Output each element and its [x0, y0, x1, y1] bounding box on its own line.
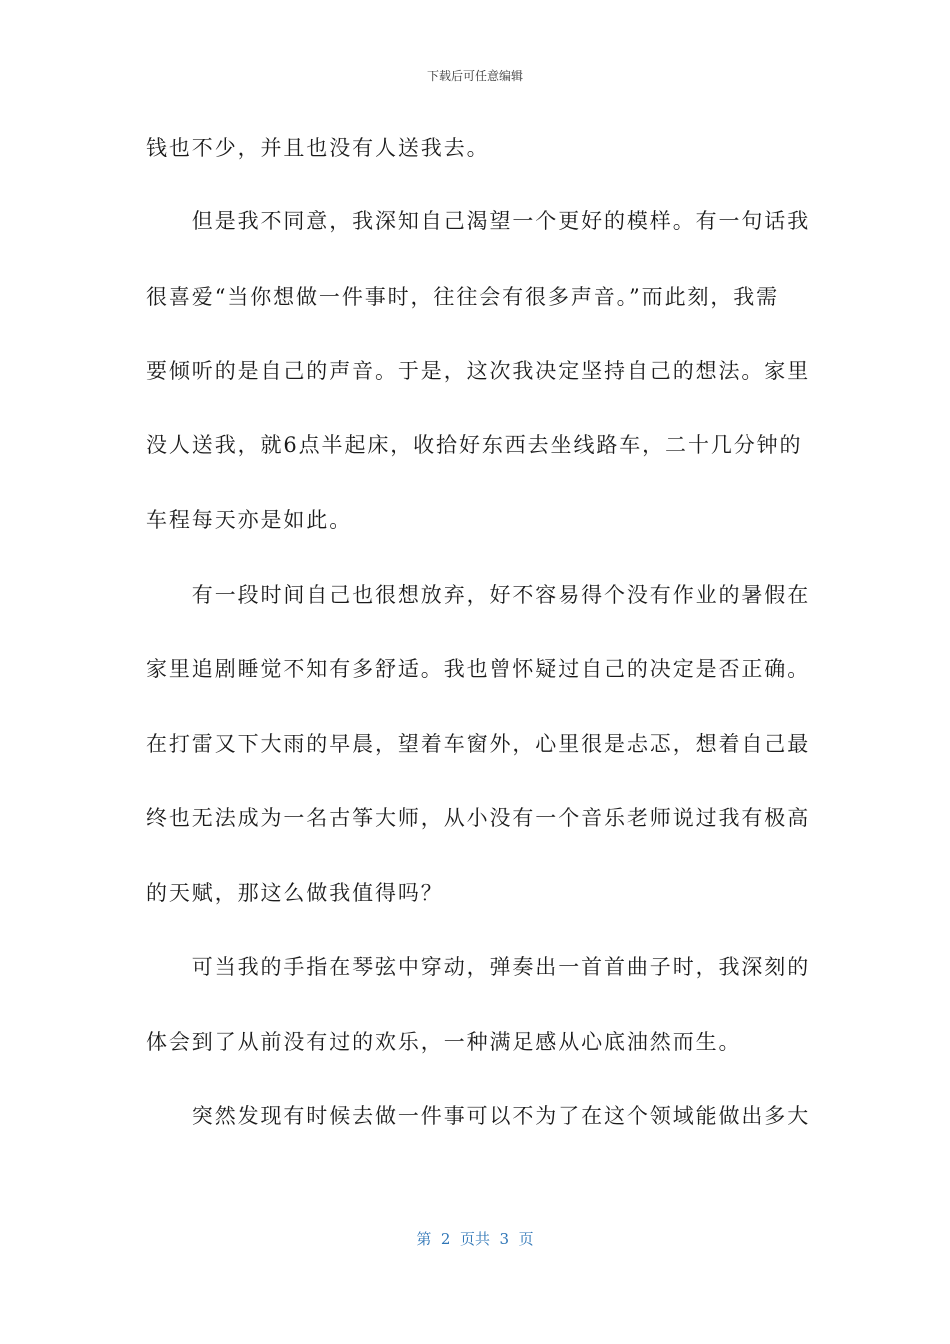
text-line: 要倾听的是自己的声音。于是，这次我决定坚持自己的想法。家里: [146, 359, 811, 383]
text-line: 在打雷又下大雨的早晨，望着车窗外，心里很是忐忑，想着自己最: [146, 732, 811, 756]
text-line: 的天赋，那这么做我值得吗？: [146, 881, 444, 905]
text-line: 钱也不少，并且也没有人送我去。: [146, 136, 490, 160]
text-line: 没人送我，就6点半起床，收拾好东西去坐线路车，二十几分钟的: [146, 433, 803, 457]
text-line: 车程每天亦是如此。: [146, 508, 353, 532]
text-line: 终也无法成为一名古筝大师，从小没有一个音乐老师说过我有极高: [146, 806, 811, 830]
page-number-footer: 第 2 页共 3 页: [416, 1230, 534, 1248]
text-line: 体会到了从前没有过的欢乐，一种满足感从心底油然而生。: [146, 1030, 742, 1054]
text-line: 很喜爱“当你想做一件事时，往往会有很多声音。”而此刻，我需: [146, 285, 780, 309]
page-header: 下载后可任意编辑: [426, 69, 523, 83]
text-line: 突然发现有时候去做一件事可以不为了在这个领域能做出多大: [146, 1104, 811, 1128]
text-line: 有一段时间自己也很想放弃，好不容易得个没有作业的暑假在: [146, 583, 811, 607]
text-line: 但是我不同意，我深知自己渴望一个更好的模样。有一句话我: [146, 209, 811, 233]
text-line: 可当我的手指在琴弦中穿动，弹奏出一首首曲子时，我深刻的: [146, 955, 811, 979]
text-line: 家里追剧睡觉不知有多舒适。我也曾怀疑过自己的决定是否正确。: [146, 657, 811, 681]
